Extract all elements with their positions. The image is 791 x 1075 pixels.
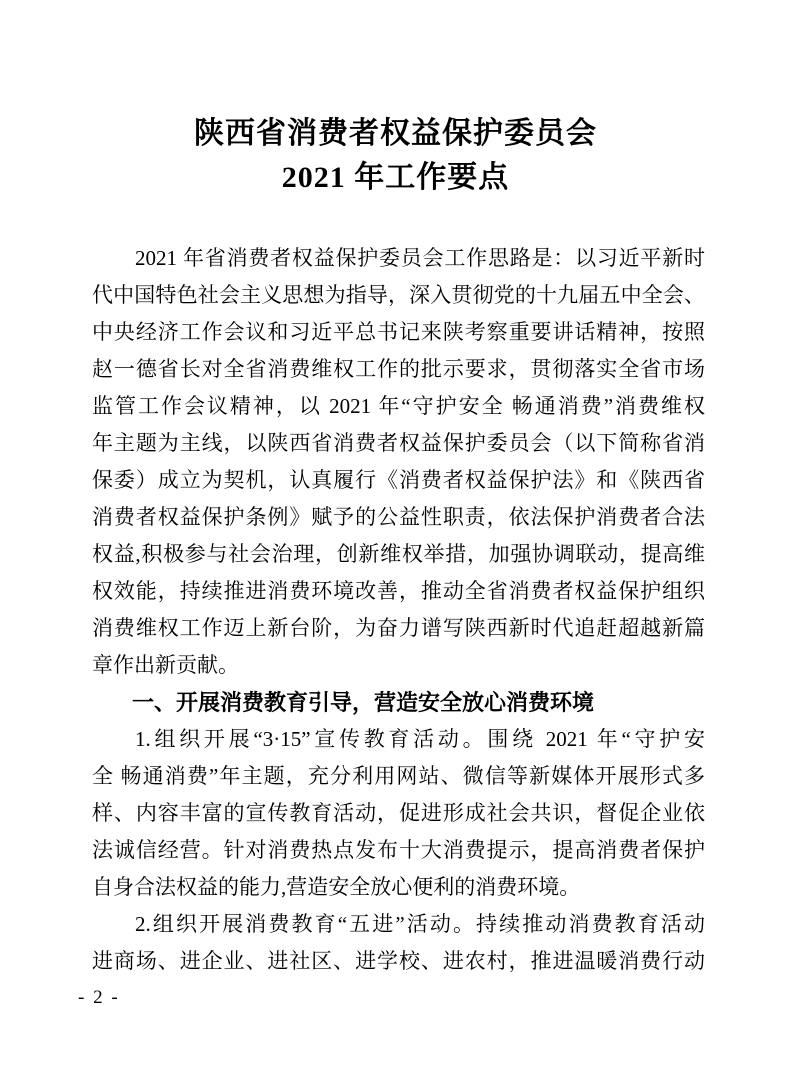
- intro-line: 代中国特色社会主义思想为指导，深入贯彻党的十九届五中全会、: [92, 283, 705, 307]
- intro-line: 章作出新贡献。: [92, 653, 239, 677]
- item2-line: 2.组织开展消费教育“五进”活动。持续推动消费教育活动: [135, 912, 705, 936]
- item1-line: 全 畅通消费”年主题，充分利用网站、微信等新媒体开展形式多: [92, 764, 705, 788]
- intro-line: 消费维权工作迈上新台阶，为奋力谱写陕西新时代追赶超越新篇: [92, 616, 705, 640]
- intro-line: 年主题为主线，以陕西省消费者权益保护委员会（以下简称省消: [92, 431, 705, 455]
- title-line-2: 2021 年工作要点: [281, 161, 510, 194]
- title-line-1: 陕西省消费者权益保护委员会: [194, 117, 597, 150]
- intro-line: 保委）成立为契机，认真履行《消费者权益保护法》和《陕西省: [92, 468, 705, 492]
- item2-line: 进商场、进企业、进社区、进学校、进农村，推进温暖消费行动: [92, 949, 705, 973]
- intro-line: 2021 年省消费者权益保护委员会工作思路是：以习近平新时: [135, 246, 705, 270]
- document-title: [0, 112, 791, 200]
- document-body: [92, 240, 705, 980]
- intro-line: 赵一德省长对全省消费维权工作的批示要求，贯彻落实全省市场: [92, 357, 705, 381]
- intro-line: 监管工作会议精神，以 2021 年“守护安全 畅通消费”消费维权: [92, 394, 705, 418]
- item1-line: 样、内容丰富的宣传教育活动，促进形成社会共识，督促企业依: [92, 801, 705, 825]
- intro-line: 权效能，持续推进消费环境改善，推动全省消费者权益保护组织: [92, 579, 705, 603]
- intro-line: 中央经济工作会议和习近平总书记来陕考察重要讲话精神，按照: [92, 320, 705, 344]
- item1-line: 1.组织开展“3·15”宣传教育活动。围绕 2021 年“守护安: [135, 727, 705, 751]
- section-heading: 一、开展消费教育引导，营造安全放心消费环境: [132, 690, 595, 715]
- intro-line: 权益,积极参与社会治理，创新维权举措，加强协调联动，提高维: [92, 542, 705, 566]
- item1-line: 自身合法权益的能力,营造安全放心便利的消费环境。: [92, 875, 581, 899]
- page-number: - 2 -: [78, 987, 120, 1008]
- intro-line: 消费者权益保护条例》赋予的公益性职责，依法保护消费者合法: [92, 505, 705, 529]
- item1-line: 法诚信经营。针对消费热点发布十大消费提示，提高消费者保护: [92, 838, 705, 862]
